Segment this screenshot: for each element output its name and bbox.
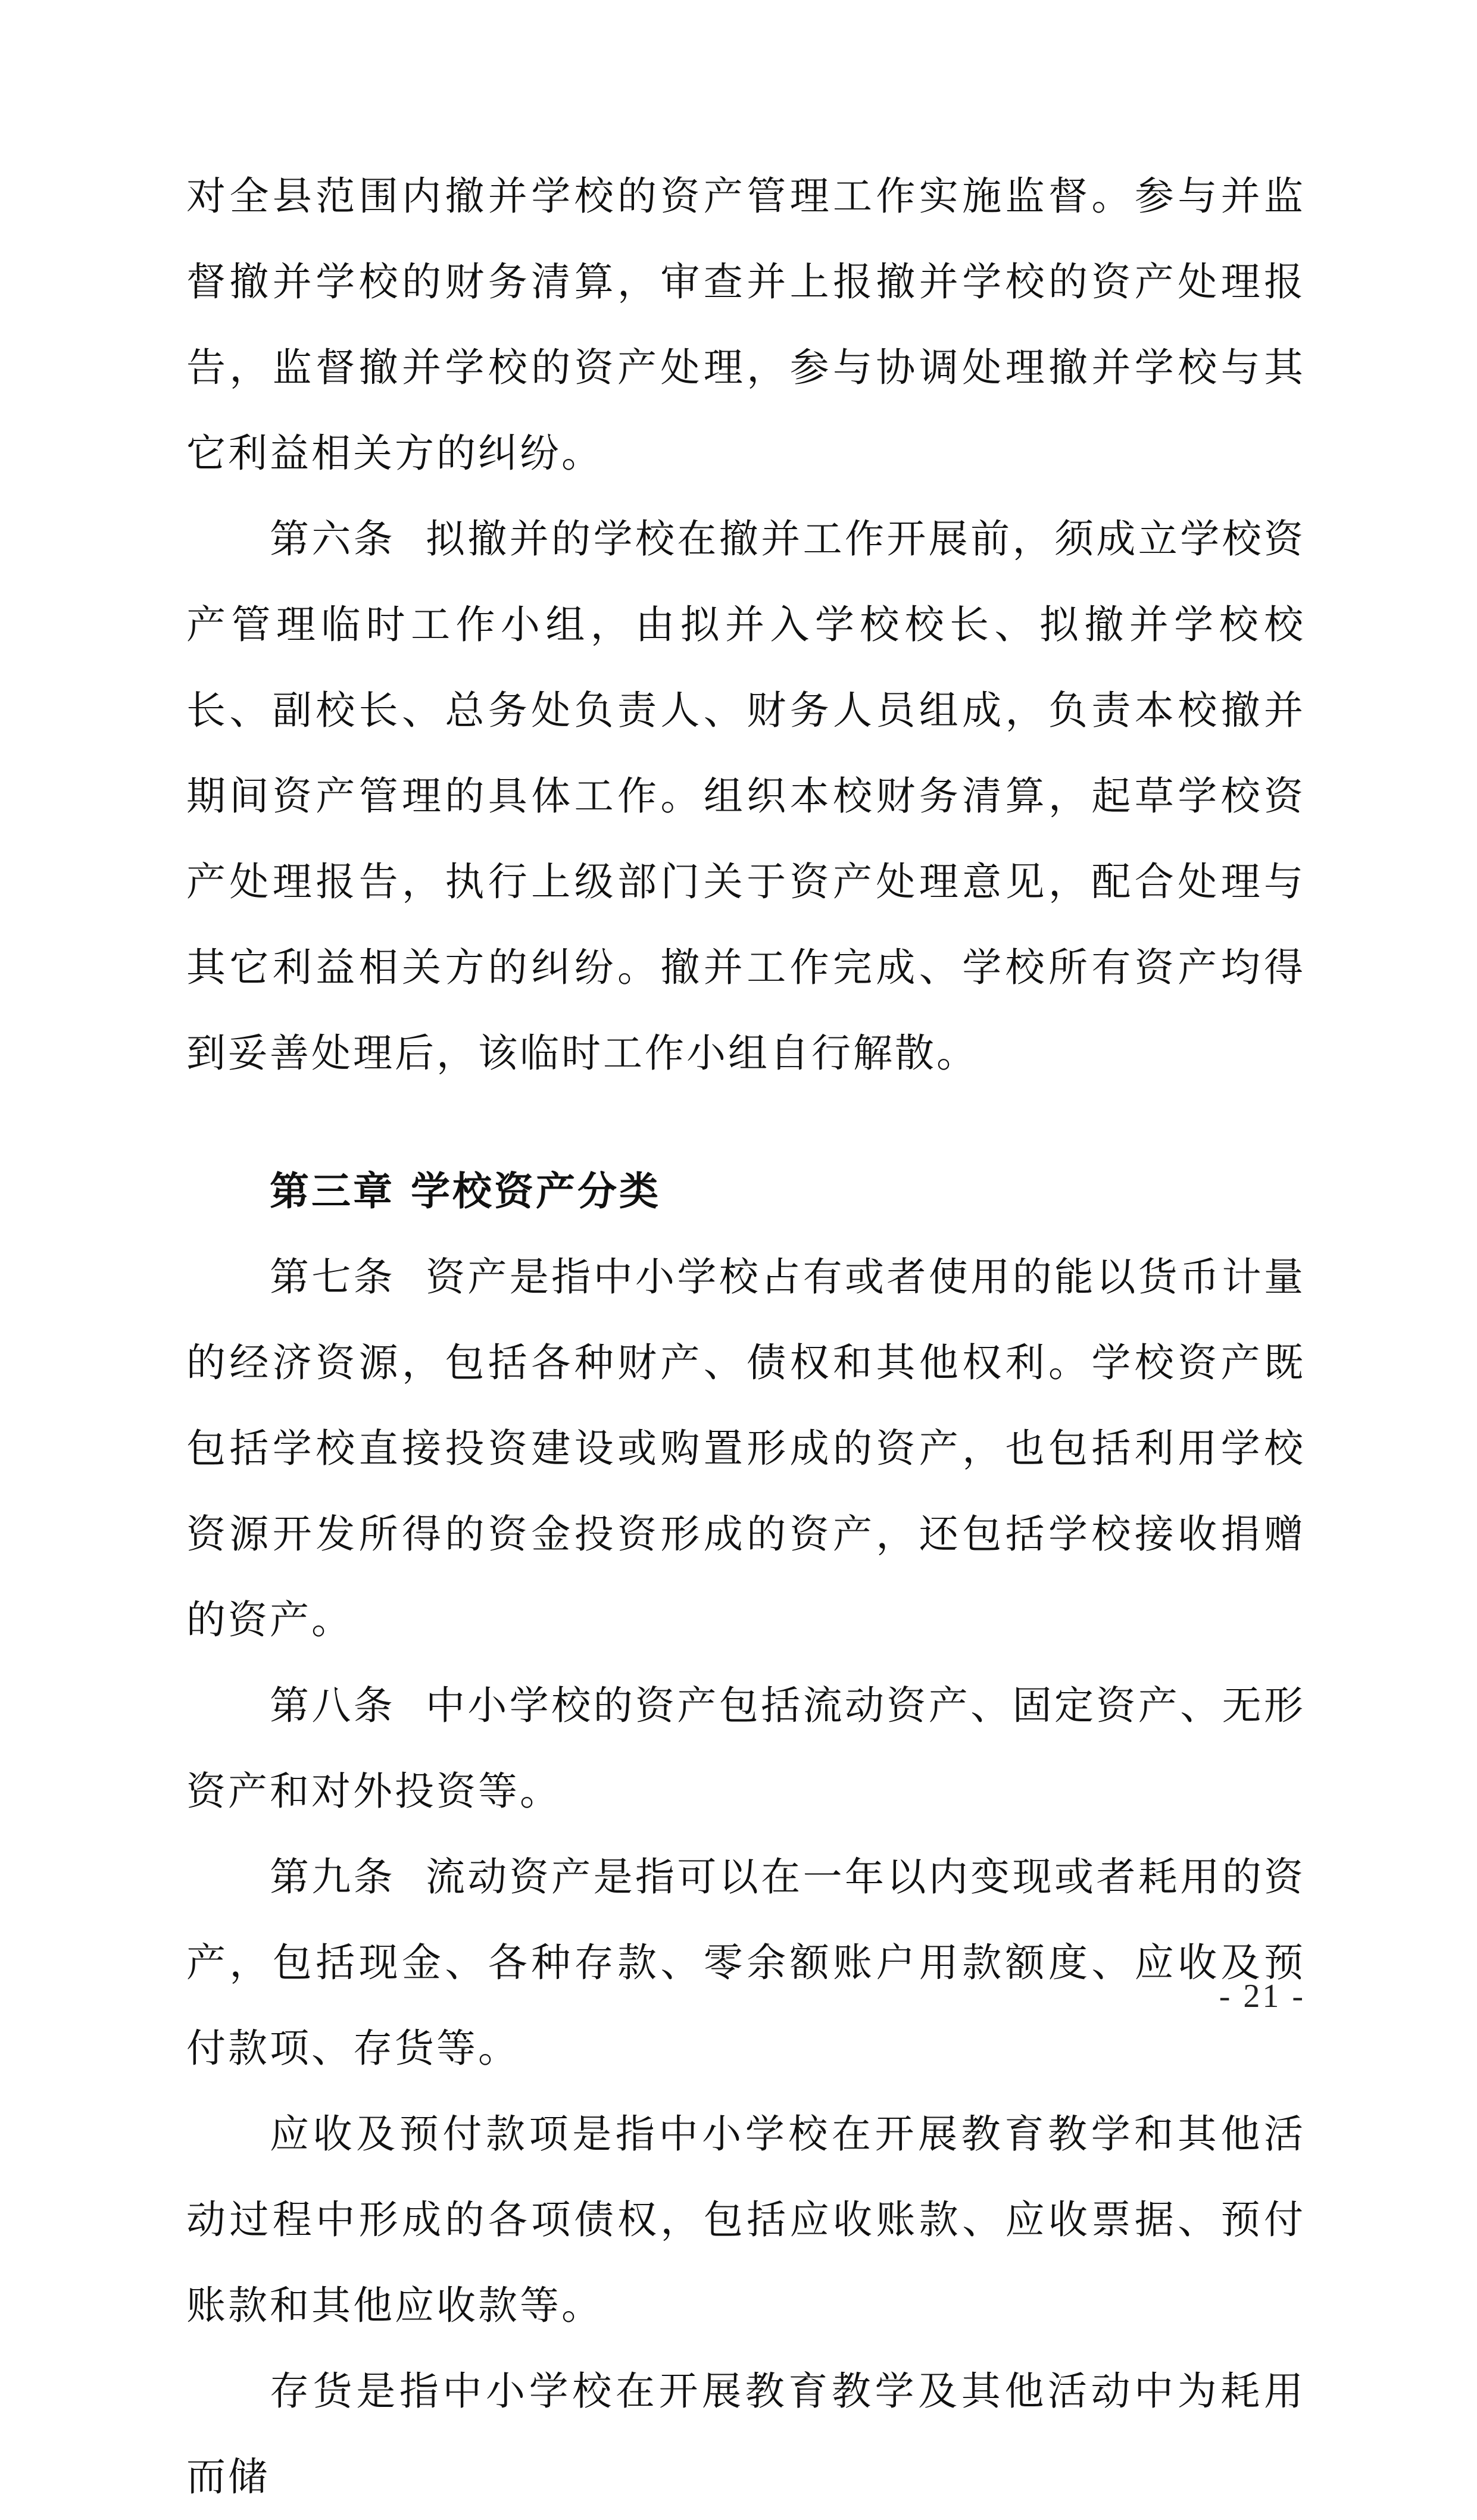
paragraph-text: 存货是指中小学校在开展教育教学及其他活动中为耗用而储 xyxy=(186,2368,1306,2500)
paragraph-text: 应收及预付款项是指中小学校在开展教育教学和其他活动过程中形成的各项债权，包括应收账款、应收票据、预付账款和其他应收款等。 xyxy=(186,2111,1306,2328)
paragraph-text: 中小学校的资产包括流动资产、固定资产、无形资产和对外投资等。 xyxy=(186,1683,1306,1814)
article-number: 第六条 xyxy=(270,516,426,562)
article-number: 第九条 xyxy=(270,1854,426,1900)
article-7-paragraph xyxy=(186,1234,1306,1663)
article-8-paragraph xyxy=(186,1663,1306,1834)
article-9-paragraph xyxy=(186,1834,1306,2091)
paragraph-text: 对全县范围内撤并学校的资产管理工作实施监督。参与并监督撤并学校的财务清算，审查并上报撤并学校的资产处理报告，监督撤并学校的资产处理，参与协调处理撤并学校与其它利益相关方的纠纷。 xyxy=(186,173,1306,476)
inventory-paragraph xyxy=(186,2349,1306,2520)
paragraph-text: 拟撤并的学校在撤并工作开展前，须成立学校资产管理临时工作小组，由拟并入学校校长、拟撤并学校校长、副校长、总务处负责人、财务人员组成，负责本校撤并期间资产管理的具体工作。组织本校财务清算，起草学校资产处理报告，执行上级部门关于资产处理意见，配合处理与其它利益相关方的纠纷。撤并工作完成、学校所有资产均得到妥善处理后，该临时工作小组自行解散。 xyxy=(186,516,1306,1076)
chapter-heading: 第三章 学校资产分类 xyxy=(270,1168,661,1214)
paragraph-text: 流动资产是指可以在一年以内变现或者耗用的资产，包括现金、各种存款、零余额账户用款额度、应收及预付款项、存货等。 xyxy=(186,1854,1306,2071)
page-number: - 21 - xyxy=(1219,1978,1306,2015)
article-6-paragraph xyxy=(186,496,1306,1096)
article-number: 第七条 xyxy=(270,1254,426,1300)
article-number: 第八条 xyxy=(270,1683,426,1728)
page-body xyxy=(186,154,1306,2520)
paragraph-text: 资产是指中小学校占有或者使用的能以货币计量的经济资源，包括各种财产、债权和其他权利。学校资产既包括学校直接投资建设或购置形成的资产，也包括利用学校资源开发所得的资金投资形成的资产，还包括学校接收捐赠的资产。 xyxy=(186,1254,1306,1643)
paragraph-continuation xyxy=(186,154,1306,496)
receivables-paragraph xyxy=(186,2091,1306,2349)
